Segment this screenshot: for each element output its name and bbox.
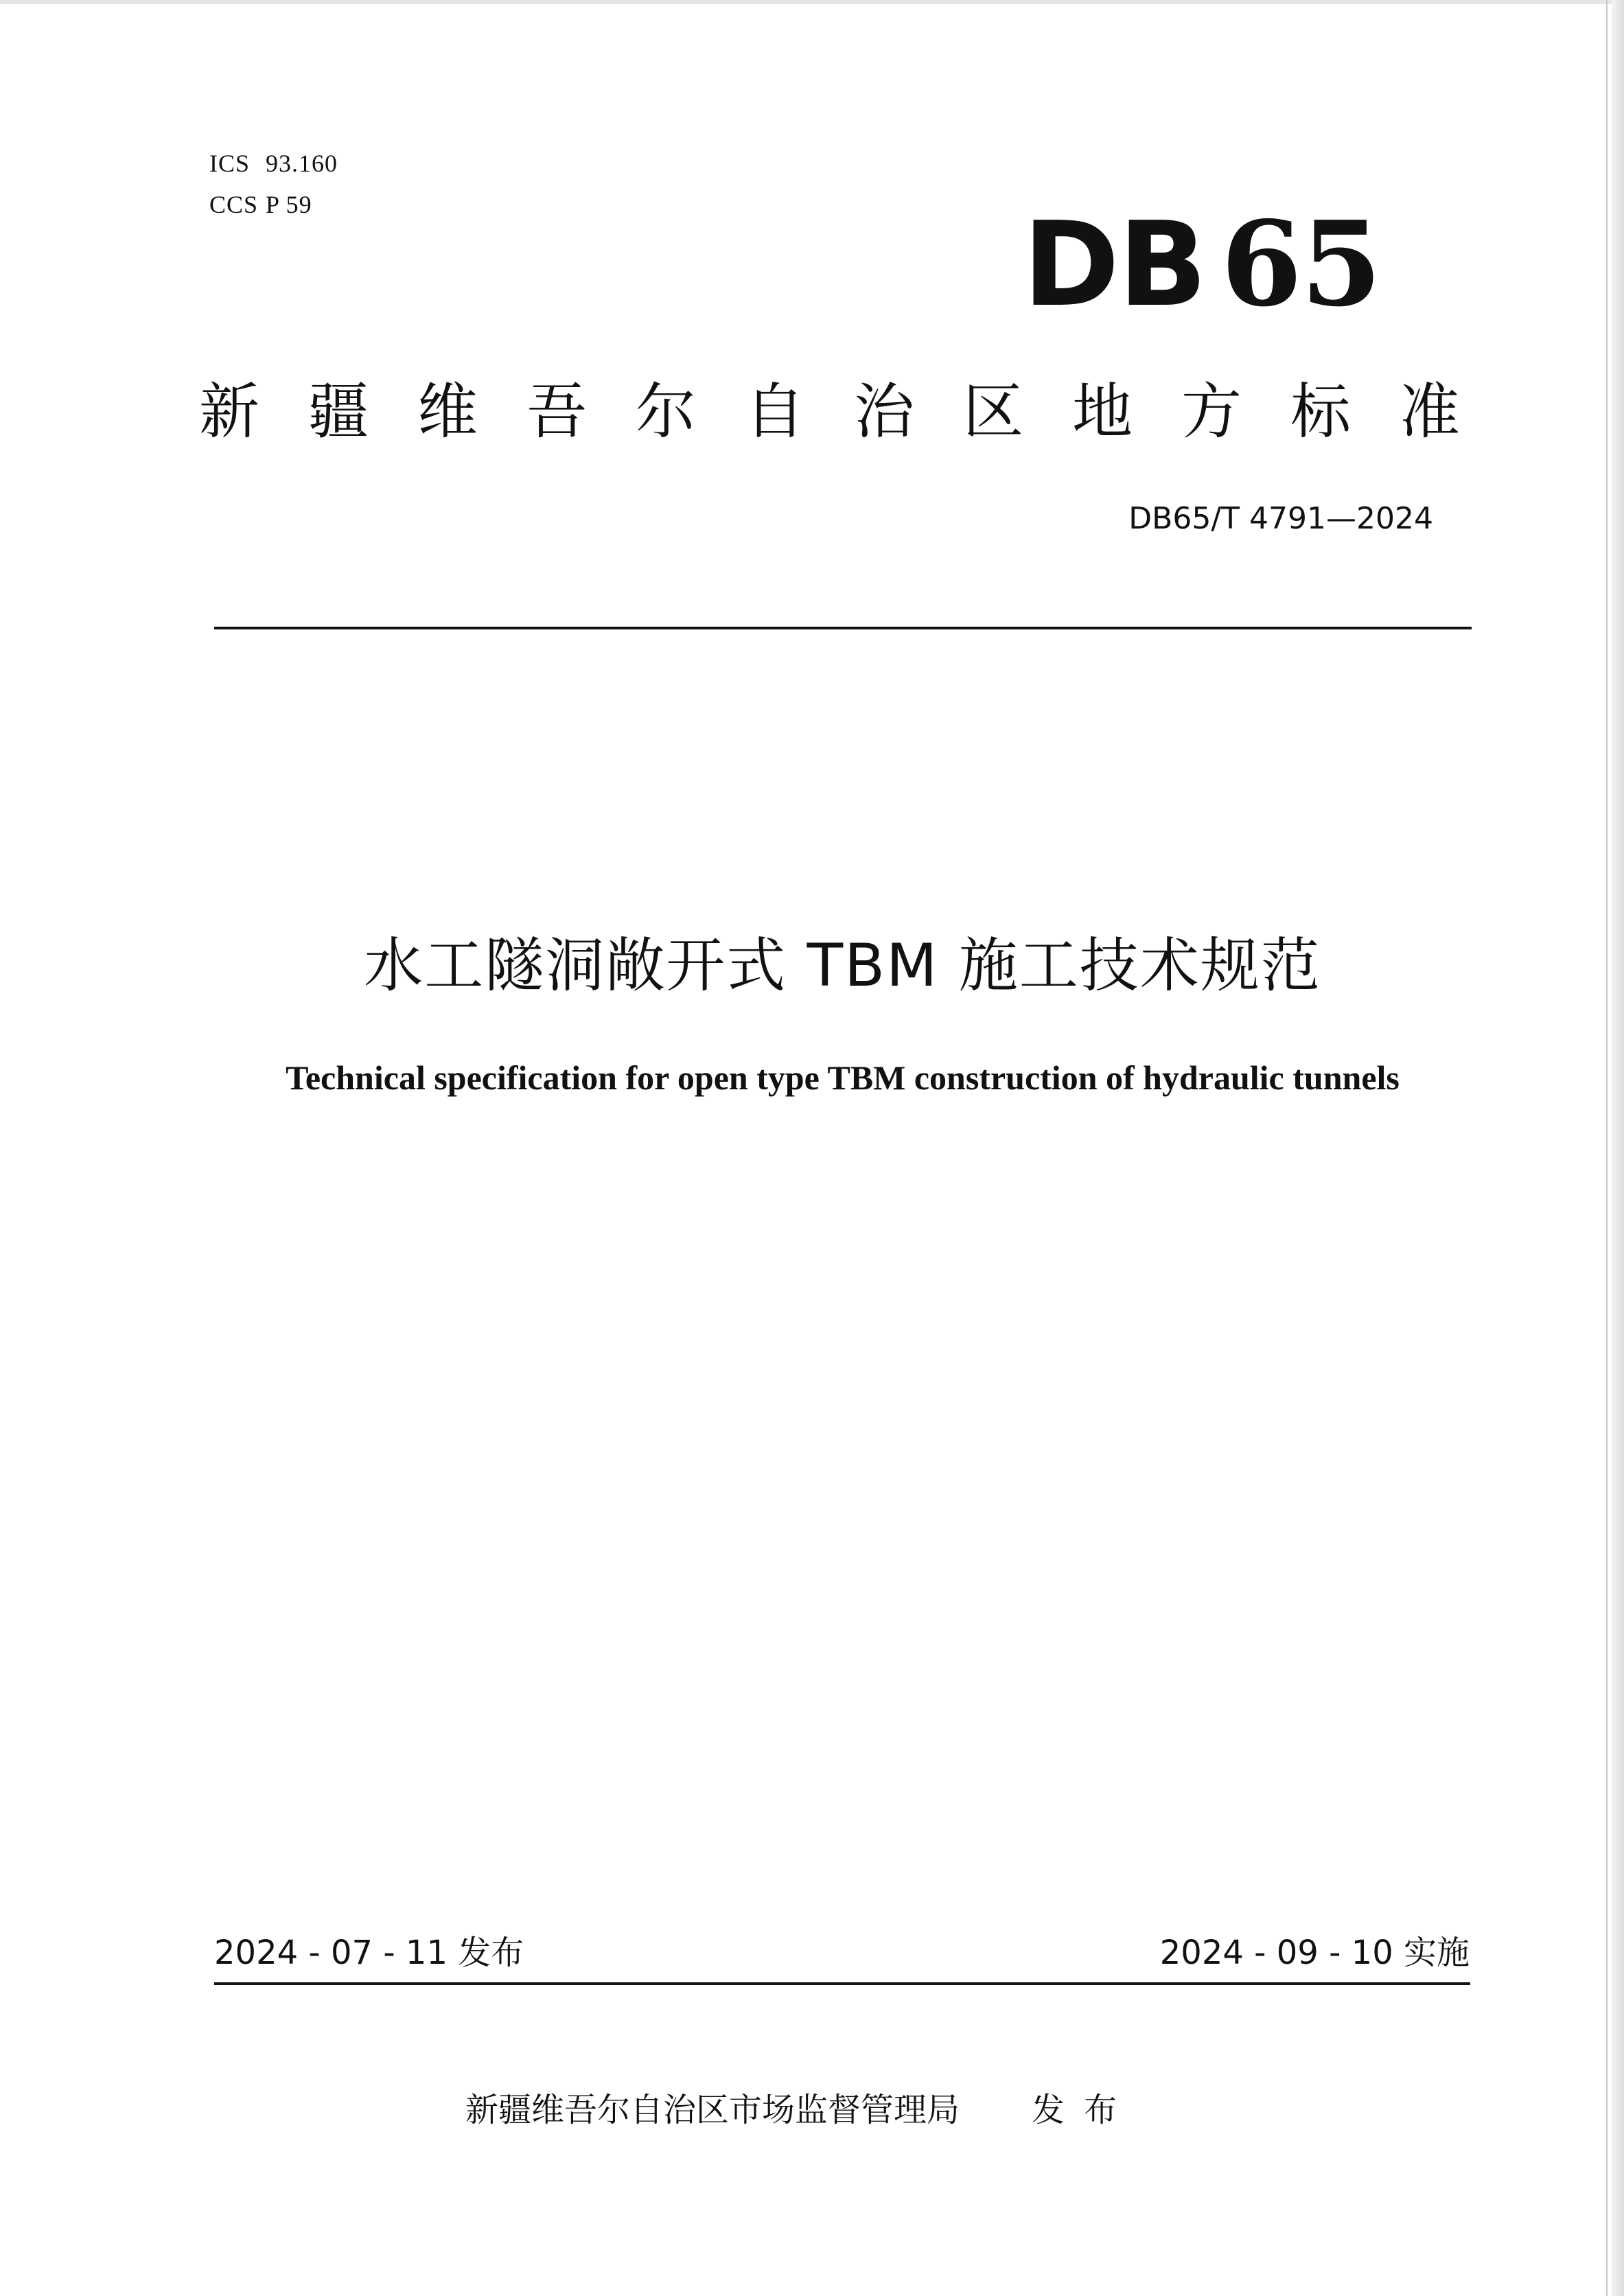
issuer-name: 新疆维吾尔自治区市场监督管理局 xyxy=(465,2091,960,2129)
issue-date: 2024 - 07 - 11 发布 xyxy=(214,1934,524,1972)
bottom-divider xyxy=(214,1982,1470,1985)
ccs-classification xyxy=(209,191,312,218)
issuer-line xyxy=(465,2088,1136,2132)
document-title-en: Technical specification for open type TBM construction of hydraulic tunnels xyxy=(286,1058,1400,1097)
db65-logo xyxy=(1023,196,1381,333)
ics-label: ICS xyxy=(209,150,251,177)
scan-edge-line xyxy=(1606,0,1608,2296)
top-divider xyxy=(214,627,1472,629)
ics-classification xyxy=(209,150,338,177)
scan-edge-right xyxy=(1612,0,1624,2296)
logo-letters: DB xyxy=(1023,197,1206,333)
standard-type-title: 新疆维吾尔自治区地方标准 xyxy=(199,376,1509,447)
ics-value: 93.160 xyxy=(266,150,338,177)
ccs-label: CCS xyxy=(209,191,259,218)
ccs-value: P 59 xyxy=(266,191,312,218)
logo-number: 65 xyxy=(1220,196,1381,333)
issuer-action: 发布 xyxy=(1032,2091,1137,2129)
scan-edge-top xyxy=(0,0,1624,4)
implementation-date: 2024 - 09 - 10 实施 xyxy=(1159,1934,1470,1972)
standard-code: DB65/T 4791—2024 xyxy=(1128,501,1433,536)
document-title-cn: 水工隧洞敞开式 TBM 施工技术规范 xyxy=(364,931,1321,1000)
